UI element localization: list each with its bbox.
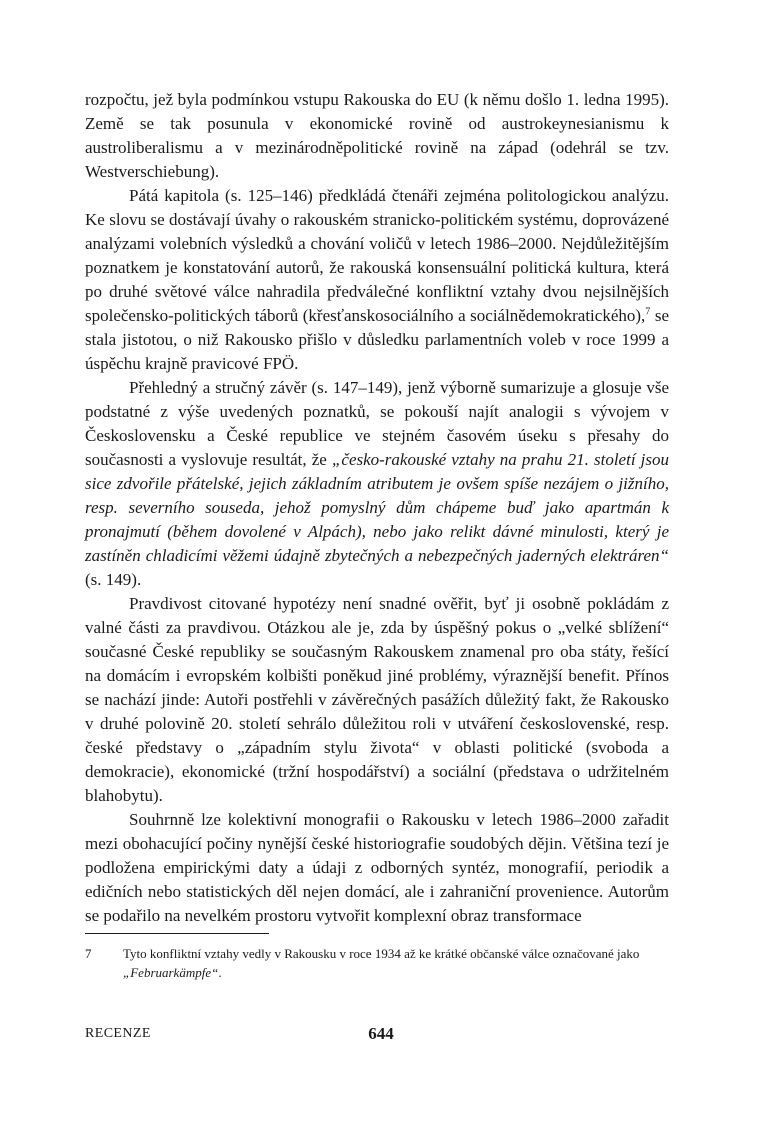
- page-number: 644: [368, 1024, 394, 1043]
- section-label: RECENZE: [85, 1026, 151, 1041]
- paragraph-3-text-a: Přehledný a stručný závěr (s. 147–149), jenž výborně sumarizuje a glosuje vše podstatné z výše uvedených poznatků, se pokouší najít analogii s vývojem v Československu a České republice ve stejném časovém úseku s přesahy do současnosti a vyslovuje resultát, že: [85, 378, 669, 469]
- footnote-term: „Februarkämpfe“: [123, 965, 219, 980]
- footnote-divider: [85, 933, 269, 934]
- paragraph-5-text: Souhrnně lze kolektivní monografii o Rakousku v letech 1986–2000 zařadit mezi obohacující počiny nynější české historiografie soudobých dějin. Většina tezí je podložena empirickými daty a údaji z odborných syntéz, monografií, periodik a edičních nebo statistických děl nejen domácí, ale i zahraniční provenience. Autorům se podařilo na nevelkém prostoru vytvořit komplexní obraz transformace: [85, 810, 669, 925]
- paragraph-1: [85, 88, 669, 184]
- paragraph-5: [85, 808, 669, 928]
- paragraph-4-text: Pravdivost citované hypotézy není snadné ověřit, byť ji osobně pokládám z valné části za pravdivou. Otázkou ale je, zda by úspěšný pokus o „velké sblížení“ současné České republiky se současným Rakouskem znamenal pro oba státy, řešící na domácím i evropském kolbišti poněkud jiné problémy, výraznější benefit. Přínos se nachází jinde: Autoři postřehli v závěrečných pasážích důležitý fakt, že Rakousko v druhé polovině 20. století sehrálo důležitou roli v utváření československé, resp. české představy o „západním stylu života“ v oblasti politické (svoboda a demokracie), ekonomické (tržní hospodářství) a sociální (představa o udržitelném blahobytu).: [85, 594, 669, 805]
- paragraph-2-text-a: Pátá kapitola (s. 125–146) předkládá čtenáři zejména politologickou analýzu. Ke slovu se dostávají úvahy o rakouském stranicko-politickém systému, doprovázené analýzami volebních výsledků a chování voličů v letech 1986–2000. Nejdůležitějším poznatkem je konstatování autorů, že rakouská konsensuální politická kultura, která po druhé světové válce nahradila předválečné konfliktní vztahy dvou nejsilnějších společensko-politických táborů (křesťanskosociálního a sociálnědemokratického),: [85, 186, 669, 325]
- paragraph-1-text: rozpočtu, jež byla podmínkou vstupu Rakouska do EU (k němu došlo 1. ledna 1995). Země se tak posunula v ekonomické rovině od austrokeynesianismu k austroliberalismu a v mezinárodněpolitické rovině na západ (odehrál se tzv. Westverschiebung).: [85, 90, 669, 181]
- footnote-text: [123, 944, 669, 982]
- paragraph-3-quote: „česko-rakouské vztahy na prahu 21. století jsou sice zdvořile přátelské, jejich základním atributem je ovšem spíše nezájem o jižního, resp. severního souseda, jehož pomyslný dům chápeme buď jako apartmán k pronajmutí (během dovolené v Alpách), nebo jako relikt dávné minulosti, který je zastíněn chladicími věžemi údajně zbytečných a nebezpečných jaderných elektráren“: [85, 450, 669, 565]
- paragraph-3: [85, 376, 669, 592]
- paragraph-4: [85, 592, 669, 808]
- footnote-text-a: Tyto konfliktní vztahy vedly v Rakousku v roce 1934 až ke krátké občanské válce označované jako: [123, 946, 640, 961]
- paragraph-3-text-b: (s. 149).: [85, 570, 142, 589]
- paragraph-2: [85, 184, 669, 376]
- footnote-text-b: .: [218, 965, 222, 980]
- footnote-number: 7: [85, 946, 92, 961]
- footnote-reference[interactable]: 7: [645, 306, 651, 318]
- main-text: [85, 88, 669, 928]
- footnote: [85, 944, 669, 982]
- paragraph-2-text-b: se stala jistotou, o niž Rakousko přišlo v důsledku parlamentních voleb v roce 1999 a úspěchu krajně pravicové FPÖ.: [85, 306, 669, 373]
